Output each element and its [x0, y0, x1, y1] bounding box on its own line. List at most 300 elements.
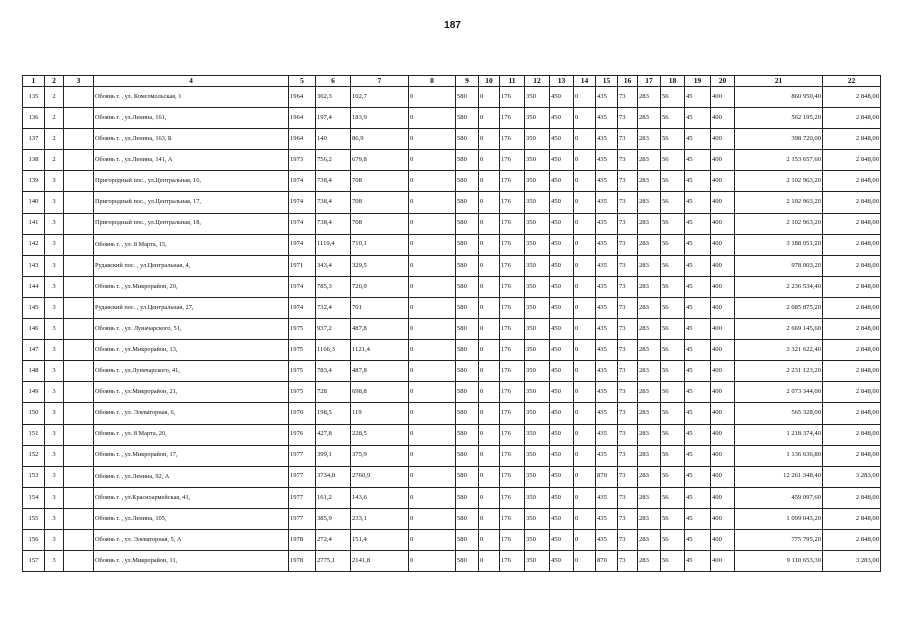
- column-header: 3: [64, 76, 94, 87]
- table-cell: 45: [685, 487, 711, 508]
- table-cell: [64, 424, 94, 445]
- table-cell: 435: [596, 150, 618, 171]
- table-cell: 400: [711, 108, 735, 129]
- table-cell: 0: [479, 108, 500, 129]
- table-cell: 0: [409, 361, 456, 382]
- table-row: [23, 403, 881, 424]
- table-cell: [64, 361, 94, 382]
- table-cell: 2: [45, 87, 64, 108]
- table-cell: 487,8: [351, 361, 409, 382]
- table-cell: 143,6: [351, 487, 409, 508]
- table-cell: 143: [23, 255, 45, 276]
- table-cell: 73: [618, 382, 638, 403]
- table-cell: 0: [409, 297, 456, 318]
- table-cell: 400: [711, 340, 735, 361]
- column-number-row: [23, 76, 881, 87]
- table-cell: 350: [525, 276, 550, 297]
- table-cell: 0: [409, 150, 456, 171]
- table-cell: 1119,4: [316, 234, 351, 255]
- table-cell: 45: [685, 297, 711, 318]
- table-cell: 435: [596, 319, 618, 340]
- table-cell: [64, 487, 94, 508]
- table-cell: 450: [550, 529, 574, 550]
- table-cell: 400: [711, 171, 735, 192]
- table-cell: 732,4: [316, 297, 351, 318]
- table-cell: 400: [711, 297, 735, 318]
- table-cell: 176: [500, 551, 525, 572]
- table-cell: 2 073 344,00: [735, 382, 823, 403]
- table-cell: 2 848,00: [823, 340, 881, 361]
- table-cell: 1964: [289, 87, 316, 108]
- table-cell: 56: [661, 340, 685, 361]
- table-row: [23, 529, 881, 550]
- column-header: 6: [316, 76, 351, 87]
- table-cell: 375,9: [351, 445, 409, 466]
- table-cell: [64, 255, 94, 276]
- table-cell: 399,1: [316, 445, 351, 466]
- table-cell: 283: [638, 445, 661, 466]
- column-header: 2: [45, 76, 64, 87]
- table-row: [23, 108, 881, 129]
- table-cell: 0: [479, 87, 500, 108]
- table-cell: 580: [456, 466, 479, 487]
- table-cell: 0: [479, 424, 500, 445]
- table-cell: 151,4: [351, 529, 409, 550]
- table-cell: 147: [23, 340, 45, 361]
- table-cell: 0: [574, 255, 596, 276]
- table-cell: 2 848,00: [823, 234, 881, 255]
- table-cell: 2 848,00: [823, 108, 881, 129]
- table-cell: 400: [711, 213, 735, 234]
- table-cell: 1964: [289, 108, 316, 129]
- table-cell: 45: [685, 424, 711, 445]
- table-cell: 3: [45, 276, 64, 297]
- table-cell: 56: [661, 276, 685, 297]
- table-cell: 73: [618, 340, 638, 361]
- table-cell: 73: [618, 87, 638, 108]
- table-cell: 0: [574, 129, 596, 150]
- table-cell: 2760,9: [351, 466, 409, 487]
- table-cell: 302,3: [316, 87, 351, 108]
- table-cell: 400: [711, 276, 735, 297]
- table-cell: 0: [409, 171, 456, 192]
- table-cell: 435: [596, 361, 618, 382]
- table-cell: 73: [618, 129, 638, 150]
- address-cell: Обоянь г. , ул.Микрорайон, 21,: [94, 382, 289, 403]
- table-cell: 400: [711, 403, 735, 424]
- table-cell: 0: [409, 192, 456, 213]
- column-header: 21: [735, 76, 823, 87]
- table-cell: 710,1: [351, 234, 409, 255]
- table-row: [23, 129, 881, 150]
- table-cell: 138: [23, 150, 45, 171]
- table-row: [23, 297, 881, 318]
- table-cell: 1978: [289, 529, 316, 550]
- column-header: 18: [661, 76, 685, 87]
- table-cell: 1977: [289, 466, 316, 487]
- table-cell: 283: [638, 424, 661, 445]
- column-header: 5: [289, 76, 316, 87]
- address-cell: Обоянь г. , ул. Элеваторная, 6,: [94, 403, 289, 424]
- table-cell: 2: [45, 108, 64, 129]
- column-header: 14: [574, 76, 596, 87]
- table-cell: 435: [596, 297, 618, 318]
- table-cell: 708: [351, 213, 409, 234]
- table-cell: 580: [456, 276, 479, 297]
- table-cell: 1975: [289, 340, 316, 361]
- table-cell: 73: [618, 192, 638, 213]
- table-cell: 3: [45, 361, 64, 382]
- column-header: 1: [23, 76, 45, 87]
- table-cell: 73: [618, 445, 638, 466]
- table-cell: 450: [550, 297, 574, 318]
- table-cell: 152: [23, 445, 45, 466]
- table-cell: 435: [596, 234, 618, 255]
- table-cell: 580: [456, 382, 479, 403]
- table-cell: 400: [711, 466, 735, 487]
- column-header: 12: [525, 76, 550, 87]
- table-cell: 176: [500, 150, 525, 171]
- table-cell: 283: [638, 340, 661, 361]
- table-cell: 145: [23, 297, 45, 318]
- table-cell: 283: [638, 192, 661, 213]
- table-cell: 0: [479, 276, 500, 297]
- table-cell: 197,4: [316, 108, 351, 129]
- table-cell: 350: [525, 361, 550, 382]
- table-cell: 56: [661, 192, 685, 213]
- table-cell: 0: [574, 276, 596, 297]
- table-cell: [64, 192, 94, 213]
- column-header: 16: [618, 76, 638, 87]
- table-cell: 580: [456, 87, 479, 108]
- table-cell: 450: [550, 171, 574, 192]
- table-cell: 2 848,00: [823, 487, 881, 508]
- table-cell: 435: [596, 171, 618, 192]
- table-cell: 283: [638, 255, 661, 276]
- table-cell: 3: [45, 466, 64, 487]
- table-cell: 435: [596, 445, 618, 466]
- table-cell: 1975: [289, 382, 316, 403]
- table-cell: 350: [525, 108, 550, 129]
- table-cell: 3 321 622,40: [735, 340, 823, 361]
- table-cell: 176: [500, 213, 525, 234]
- table-cell: 580: [456, 255, 479, 276]
- table-cell: 0: [479, 150, 500, 171]
- table-cell: 12 261 348,40: [735, 466, 823, 487]
- table-cell: 400: [711, 255, 735, 276]
- table-cell: 56: [661, 234, 685, 255]
- table-cell: 459 097,60: [735, 487, 823, 508]
- address-cell: Рудавский пос. , ул.Центральная, 27,: [94, 297, 289, 318]
- table-cell: 0: [409, 129, 456, 150]
- table-cell: 450: [550, 361, 574, 382]
- table-cell: 2 153 657,60: [735, 150, 823, 171]
- table-cell: 0: [574, 340, 596, 361]
- table-cell: 1976: [289, 403, 316, 424]
- table-cell: 56: [661, 508, 685, 529]
- table-cell: 783,4: [316, 361, 351, 382]
- column-header: 8: [409, 76, 456, 87]
- table-cell: 0: [574, 297, 596, 318]
- table-row: [23, 361, 881, 382]
- table-cell: 45: [685, 403, 711, 424]
- address-cell: Обоянь г. , ул.Микрорайон, 20,: [94, 276, 289, 297]
- table-row: [23, 445, 881, 466]
- table-cell: 562 195,20: [735, 108, 823, 129]
- table-row: [23, 466, 881, 487]
- table-cell: 45: [685, 466, 711, 487]
- address-cell: Обоянь г. , ул.Ленина, 105,: [94, 508, 289, 529]
- table-cell: 580: [456, 445, 479, 466]
- table-cell: 0: [409, 529, 456, 550]
- table-cell: 580: [456, 487, 479, 508]
- table-cell: 0: [574, 466, 596, 487]
- table-cell: 427,8: [316, 424, 351, 445]
- table-cell: 176: [500, 255, 525, 276]
- table-cell: 73: [618, 108, 638, 129]
- table-cell: [64, 340, 94, 361]
- table-cell: 350: [525, 382, 550, 403]
- table-cell: 435: [596, 192, 618, 213]
- table-cell: 0: [574, 108, 596, 129]
- table-cell: 385,9: [316, 508, 351, 529]
- column-header: 22: [823, 76, 881, 87]
- table-cell: 45: [685, 192, 711, 213]
- table-cell: 1973: [289, 150, 316, 171]
- table-cell: 45: [685, 361, 711, 382]
- table-cell: 102,7: [351, 87, 409, 108]
- table-cell: 73: [618, 508, 638, 529]
- table-cell: 435: [596, 276, 618, 297]
- column-header: 17: [638, 76, 661, 87]
- table-cell: 0: [409, 466, 456, 487]
- column-header: 15: [596, 76, 618, 87]
- table-cell: 283: [638, 361, 661, 382]
- table-cell: 329,5: [351, 255, 409, 276]
- table-cell: 73: [618, 255, 638, 276]
- table-cell: 450: [550, 129, 574, 150]
- table-cell: 435: [596, 487, 618, 508]
- table-cell: 0: [409, 255, 456, 276]
- table-cell: 580: [456, 192, 479, 213]
- table-cell: 3: [45, 551, 64, 572]
- table-cell: 937,2: [316, 319, 351, 340]
- table-cell: 283: [638, 234, 661, 255]
- table-cell: 580: [456, 150, 479, 171]
- table-cell: 1166,3: [316, 340, 351, 361]
- table-cell: 450: [550, 234, 574, 255]
- table-cell: 2 102 963,20: [735, 171, 823, 192]
- table-cell: 56: [661, 551, 685, 572]
- table-cell: 3: [45, 319, 64, 340]
- table-cell: [64, 213, 94, 234]
- table-cell: 140: [316, 129, 351, 150]
- table-cell: 45: [685, 87, 711, 108]
- table-cell: 435: [596, 108, 618, 129]
- table-cell: 1974: [289, 276, 316, 297]
- table-cell: [64, 382, 94, 403]
- table-cell: 149: [23, 382, 45, 403]
- table-cell: 0: [574, 87, 596, 108]
- table-cell: 350: [525, 551, 550, 572]
- table-cell: 450: [550, 424, 574, 445]
- table-cell: 350: [525, 129, 550, 150]
- table-cell: 0: [574, 171, 596, 192]
- table-cell: 2 848,00: [823, 508, 881, 529]
- table-cell: 580: [456, 213, 479, 234]
- table-cell: 2 848,00: [823, 87, 881, 108]
- table-cell: 45: [685, 276, 711, 297]
- table-cell: 153: [23, 466, 45, 487]
- table-cell: 435: [596, 424, 618, 445]
- table-cell: 450: [550, 87, 574, 108]
- table-row: [23, 382, 881, 403]
- table-cell: 450: [550, 445, 574, 466]
- table-cell: 3: [45, 234, 64, 255]
- address-cell: Обоянь г. , ул.Ленина, 92, А: [94, 466, 289, 487]
- table-cell: 1974: [289, 213, 316, 234]
- table-row: [23, 87, 881, 108]
- table-cell: 2 848,00: [823, 129, 881, 150]
- table-cell: 3 283,00: [823, 551, 881, 572]
- table-cell: 3 188 051,20: [735, 234, 823, 255]
- table-cell: 978 003,20: [735, 255, 823, 276]
- table-cell: 350: [525, 192, 550, 213]
- table-cell: 0: [574, 234, 596, 255]
- table-cell: [64, 234, 94, 255]
- table-cell: 283: [638, 319, 661, 340]
- table-cell: 176: [500, 276, 525, 297]
- table-cell: 3: [45, 508, 64, 529]
- table-cell: 1976: [289, 424, 316, 445]
- table-cell: 0: [409, 403, 456, 424]
- address-cell: Обоянь г. , ул. 8 Марта, 20,: [94, 424, 289, 445]
- table-cell: 679,8: [351, 150, 409, 171]
- table-cell: 580: [456, 361, 479, 382]
- table-cell: 0: [479, 361, 500, 382]
- table-cell: 435: [596, 213, 618, 234]
- table-cell: 56: [661, 403, 685, 424]
- table-cell: 400: [711, 529, 735, 550]
- address-cell: Обоянь г. , ул. Элеваторная, 5, А: [94, 529, 289, 550]
- table-cell: 0: [574, 150, 596, 171]
- table-cell: 3734,8: [316, 466, 351, 487]
- table-cell: 176: [500, 192, 525, 213]
- table-cell: 0: [479, 192, 500, 213]
- table-cell: 119: [351, 403, 409, 424]
- address-cell: Обоянь г. , ул. Комсомольская, 1: [94, 87, 289, 108]
- table-cell: 0: [479, 551, 500, 572]
- table-cell: 45: [685, 234, 711, 255]
- table-cell: 283: [638, 87, 661, 108]
- address-cell: Обоянь г. , ул. 8 Марта, 15,: [94, 234, 289, 255]
- table-cell: 350: [525, 319, 550, 340]
- table-cell: 400: [711, 234, 735, 255]
- table-cell: 2: [45, 150, 64, 171]
- table-cell: 0: [479, 487, 500, 508]
- table-cell: 136: [23, 108, 45, 129]
- table-cell: 0: [574, 508, 596, 529]
- table-cell: 2 848,00: [823, 213, 881, 234]
- table-cell: 2 848,00: [823, 276, 881, 297]
- table-cell: 450: [550, 466, 574, 487]
- column-header: 4: [94, 76, 289, 87]
- table-cell: 283: [638, 129, 661, 150]
- table-cell: 56: [661, 361, 685, 382]
- table-cell: 400: [711, 87, 735, 108]
- table-cell: 580: [456, 340, 479, 361]
- table-cell: 2 236 534,40: [735, 276, 823, 297]
- table-cell: 580: [456, 297, 479, 318]
- table-cell: 283: [638, 171, 661, 192]
- table-cell: 73: [618, 361, 638, 382]
- table-cell: 450: [550, 382, 574, 403]
- table-cell: 435: [596, 255, 618, 276]
- table-cell: 1974: [289, 297, 316, 318]
- table-cell: 1 099 043,20: [735, 508, 823, 529]
- table-cell: 45: [685, 255, 711, 276]
- table-cell: 2 669 145,60: [735, 319, 823, 340]
- table-row: [23, 150, 881, 171]
- table-cell: 2 848,00: [823, 319, 881, 340]
- table-cell: 0: [479, 297, 500, 318]
- table-cell: 283: [638, 466, 661, 487]
- table-cell: [64, 150, 94, 171]
- table-cell: 0: [409, 276, 456, 297]
- table-cell: 350: [525, 87, 550, 108]
- table-cell: 176: [500, 234, 525, 255]
- table-cell: 45: [685, 551, 711, 572]
- column-header: 9: [456, 76, 479, 87]
- table-cell: 3: [45, 255, 64, 276]
- table-row: [23, 487, 881, 508]
- table-cell: 73: [618, 319, 638, 340]
- table-cell: 0: [409, 340, 456, 361]
- table-cell: 2 231 123,20: [735, 361, 823, 382]
- table-cell: 156: [23, 529, 45, 550]
- table-cell: 1977: [289, 508, 316, 529]
- table-cell: 435: [596, 129, 618, 150]
- table-cell: 3: [45, 297, 64, 318]
- table-cell: 2 848,00: [823, 192, 881, 213]
- table-cell: 45: [685, 340, 711, 361]
- table-cell: 283: [638, 508, 661, 529]
- table-cell: 398 720,00: [735, 129, 823, 150]
- table-cell: 580: [456, 171, 479, 192]
- table-cell: 73: [618, 529, 638, 550]
- table-cell: 400: [711, 382, 735, 403]
- table-cell: 738,4: [316, 213, 351, 234]
- table-cell: 56: [661, 382, 685, 403]
- table-cell: 400: [711, 551, 735, 572]
- table-cell: 161,2: [316, 487, 351, 508]
- table-cell: 228,5: [351, 424, 409, 445]
- table-cell: 708: [351, 192, 409, 213]
- table-cell: 0: [409, 108, 456, 129]
- address-cell: Обоянь г. , ул.Ленина, 141, А: [94, 150, 289, 171]
- table-cell: 343,4: [316, 255, 351, 276]
- data-table: [22, 75, 881, 572]
- table-cell: 1974: [289, 234, 316, 255]
- table-row: [23, 255, 881, 276]
- table-cell: 73: [618, 403, 638, 424]
- table-cell: 580: [456, 234, 479, 255]
- address-cell: Пригородный пос., ул.Центральная, 16,: [94, 171, 289, 192]
- table-cell: 45: [685, 213, 711, 234]
- table-cell: 2 848,00: [823, 445, 881, 466]
- table-cell: 0: [479, 319, 500, 340]
- table-cell: 0: [409, 382, 456, 403]
